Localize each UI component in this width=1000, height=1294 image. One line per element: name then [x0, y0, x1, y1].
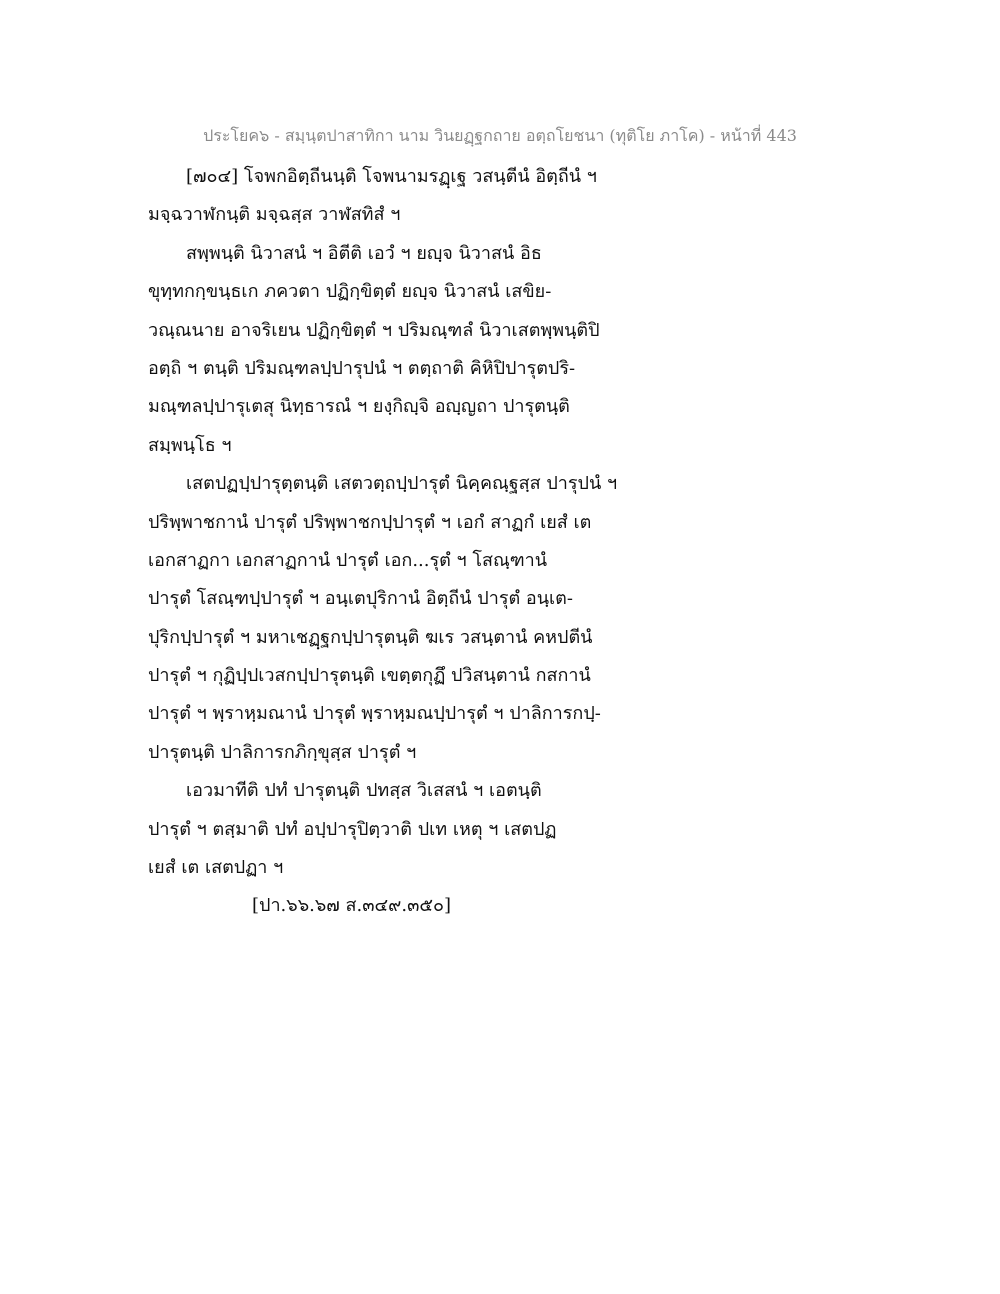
text-line: เยสํ เต เสตปฏา ฯ — [148, 857, 284, 879]
body-text — [148, 158, 868, 926]
text-line: ขุทฺทกกฺขนฺธเก ภควตา ปฏิกฺขิตฺตํ ยญฺจ นิวาสนํ เสขิย- — [148, 281, 552, 303]
text-line: อตฺถิ ฯ ตนฺติ ปริมณฺฑลปฺปารุปนํ ฯ ตตฺถาติ คิหิปิปารุตปริ- — [148, 357, 576, 379]
text-line: ปารุตํ โสณฺฑปฺปารุตํ ฯ อนฺเตปุริกานํ อิตฺถีนํ ปารุตํ อนฺเต- — [148, 588, 573, 610]
text-line: ปารุตนฺติ ปาลิการกภิกฺขุสฺส ปารุตํ ฯ — [148, 741, 417, 763]
text-line: มจฺฉวาฬกนฺติ มจฺฉสฺส วาฬสทิสํ ฯ — [148, 204, 401, 226]
text-line: สมฺพนฺโธ ฯ — [148, 434, 232, 456]
text-line: [๗๐๔] โจพกอิตฺถีนนฺติ โจพนามรฏฺเฐ วสนฺตีนํ อิตฺถีนํ ฯ — [186, 166, 597, 187]
text-line: ปารุตํ ฯ ตสฺมาติ ปทํ อปฺปารุปิตฺวาติ ปเท เหตุ ฯ เสตปฏ — [148, 818, 557, 840]
text-line: เสตปฏปฺปารุตฺตนฺติ เสตวตฺถปฺปารุตํ นิคฺคณฺฐสฺส ปารุปนํ ฯ — [186, 473, 618, 495]
text-line: มณฺฑลปฺปารุเตสุ นิทฺธารณํ ฯ ยงฺกิญฺจิ อญฺญถา ปารุตนฺติ — [148, 396, 570, 418]
reference-citation: [ปา.๖๖.๖๗ ส.๓๔๙.๓๕๐] — [252, 895, 452, 917]
running-header: ประโยค๖ - สมฺนฺตปาสาทิกา นาม วินยฏฺฐกถาย อตฺถโยชนา (ทุติโย ภาโค) - หน้าที่ 443 — [203, 126, 797, 145]
text-line: เอวมาทีติ ปทํ ปารุตนฺติ ปทสฺส วิเสสนํ ฯ เอตนฺติ — [186, 780, 542, 802]
text-line: วณฺณนาย อาจริเยน ปฏิกฺขิตฺตํ ฯ ปริมณฺฑลํ นิวาเสตพฺพนฺติปิ — [148, 319, 600, 341]
text-line: ปารุตํ ฯ พฺราหฺมณานํ ปารุตํ พฺราหฺมณปฺปารุตํ ฯ ปาลิการกปฺ- — [148, 703, 601, 725]
text-line: สพฺพนฺติ นิวาสนํ ฯ อิตีติ เอวํ ฯ ยญฺจ นิวาสนํ อิธ — [186, 242, 542, 264]
text-line: เอกสาฏกา เอกสาฏกานํ ปารุตํ เอก...รุตํ ฯ โสณฺฑานํ — [148, 549, 548, 571]
text-line: ปารุตํ ฯ กุฏิปฺปเวสกปฺปารุตนฺติ เขตฺตกุฏึ ปวิสนฺตานํ กสกานํ — [148, 665, 591, 687]
text-line: ปุริกปฺปารุตํ ฯ มหาเชฏฺฐกปฺปารุตนฺติ ฆเร วสนฺตานํ คหปตีนํ — [148, 626, 593, 648]
text-line: ปริพฺพาชกานํ ปารุตํ ปริพฺพาชกปฺปารุตํ ฯ เอกํ สาฏกํ เยสํ เต — [148, 511, 592, 533]
